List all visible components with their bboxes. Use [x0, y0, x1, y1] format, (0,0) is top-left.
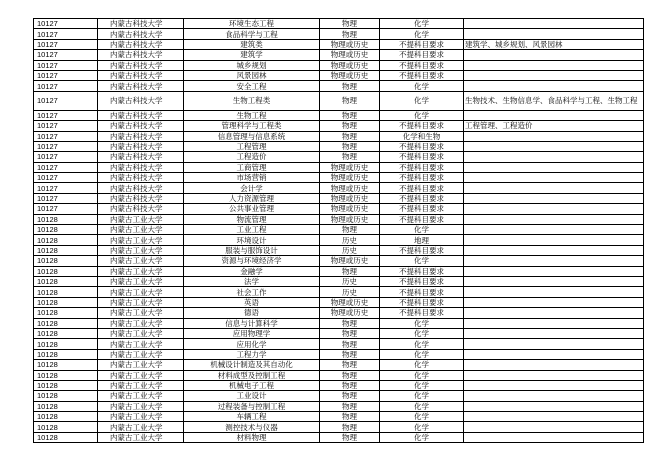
first-subject-cell: 物理	[320, 422, 380, 432]
table-row	[34, 50, 644, 60]
institution-name-cell: 内蒙古科技大学	[98, 19, 184, 29]
second-subject-cell: 化学	[380, 339, 464, 349]
second-subject-cell: 不提科目要求	[380, 60, 464, 70]
second-subject-cell: 化学	[380, 225, 464, 235]
first-subject-cell: 物理	[320, 19, 380, 29]
institution-code-cell: 10127	[34, 29, 98, 39]
major-name-cell: 市场营销	[184, 173, 320, 183]
institution-code-cell: 10128	[34, 328, 98, 338]
major-name-cell: 法学	[184, 276, 320, 286]
included-majors-cell	[464, 339, 644, 349]
institution-name-cell: 内蒙古工业大学	[98, 245, 184, 255]
major-name-cell: 工业工程	[184, 225, 320, 235]
second-subject-cell: 化学和生物	[380, 131, 464, 141]
first-subject-cell: 历史	[320, 245, 380, 255]
second-subject-cell: 地理	[380, 235, 464, 245]
institution-code-cell: 10127	[34, 81, 98, 91]
table-row	[34, 339, 644, 349]
institution-name-cell: 内蒙古工业大学	[98, 297, 184, 307]
institution-name-cell: 内蒙古科技大学	[98, 131, 184, 141]
institution-code-cell: 10127	[34, 162, 98, 172]
table-row	[34, 19, 644, 29]
first-subject-cell: 物理或历史	[320, 256, 380, 266]
first-subject-cell: 物理	[320, 349, 380, 359]
table-row	[34, 121, 644, 131]
table-row	[34, 29, 644, 39]
table-row	[34, 110, 644, 120]
major-name-cell: 生物工程	[184, 110, 320, 120]
second-subject-cell: 不提科目要求	[380, 193, 464, 203]
major-name-cell: 公共事业管理	[184, 204, 320, 214]
major-name-cell: 资源与环境经济学	[184, 256, 320, 266]
major-name-cell: 材料成型及控制工程	[184, 370, 320, 380]
included-majors-cell	[464, 60, 644, 70]
institution-code-cell: 10128	[34, 432, 98, 442]
major-name-cell: 管理科学与工程类	[184, 121, 320, 131]
institution-code-cell: 10128	[34, 276, 98, 286]
table-row	[34, 81, 644, 91]
included-majors-cell	[464, 401, 644, 411]
table-row	[34, 39, 644, 49]
table-row	[34, 349, 644, 359]
institution-code-cell: 10128	[34, 287, 98, 297]
second-subject-cell: 化学	[380, 370, 464, 380]
first-subject-cell: 物理或历史	[320, 60, 380, 70]
institution-code-cell: 10128	[34, 235, 98, 245]
second-subject-cell: 不提科目要求	[380, 70, 464, 80]
first-subject-cell: 物理	[320, 401, 380, 411]
subject-requirements-table	[33, 18, 644, 443]
institution-code-cell: 10128	[34, 308, 98, 318]
second-subject-cell: 不提科目要求	[380, 173, 464, 183]
second-subject-cell: 不提科目要求	[380, 141, 464, 151]
institution-name-cell: 内蒙古科技大学	[98, 110, 184, 120]
table-row	[34, 360, 644, 370]
included-majors-cell	[464, 81, 644, 91]
included-majors-cell	[464, 391, 644, 401]
second-subject-cell: 化学	[380, 412, 464, 422]
table-row	[34, 173, 644, 183]
major-name-cell: 会计学	[184, 183, 320, 193]
first-subject-cell: 物理或历史	[320, 183, 380, 193]
institution-name-cell: 内蒙古工业大学	[98, 380, 184, 390]
included-majors-cell	[464, 152, 644, 162]
institution-code-cell: 10128	[34, 360, 98, 370]
first-subject-cell: 历史	[320, 276, 380, 286]
institution-name-cell: 内蒙古工业大学	[98, 318, 184, 328]
second-subject-cell: 化学	[380, 422, 464, 432]
institution-name-cell: 内蒙古工业大学	[98, 422, 184, 432]
major-name-cell: 社会工作	[184, 287, 320, 297]
institution-code-cell: 10128	[34, 422, 98, 432]
table-row	[34, 287, 644, 297]
institution-code-cell: 10128	[34, 266, 98, 276]
table-row	[34, 245, 644, 255]
second-subject-cell: 化学	[380, 380, 464, 390]
table-row	[34, 162, 644, 172]
institution-code-cell: 10128	[34, 412, 98, 422]
included-majors-cell: 生物技术、生物信息学、食品科学与工程、生物工程	[464, 91, 644, 110]
institution-name-cell: 内蒙古科技大学	[98, 152, 184, 162]
table-row	[34, 318, 644, 328]
included-majors-cell	[464, 360, 644, 370]
table-row	[34, 235, 644, 245]
second-subject-cell: 化学	[380, 432, 464, 442]
institution-code-cell: 10128	[34, 245, 98, 255]
institution-code-cell: 10128	[34, 225, 98, 235]
major-name-cell: 建筑类	[184, 39, 320, 49]
second-subject-cell: 化学	[380, 349, 464, 359]
institution-name-cell: 内蒙古工业大学	[98, 328, 184, 338]
first-subject-cell: 物理	[320, 328, 380, 338]
table-row	[34, 422, 644, 432]
institution-code-cell: 10127	[34, 50, 98, 60]
included-majors-cell	[464, 141, 644, 151]
included-majors-cell	[464, 245, 644, 255]
first-subject-cell: 物理或历史	[320, 214, 380, 224]
table-row	[34, 131, 644, 141]
first-subject-cell: 历史	[320, 235, 380, 245]
major-name-cell: 机械设计制造及其自动化	[184, 360, 320, 370]
table-row	[34, 70, 644, 80]
second-subject-cell: 不提科目要求	[380, 214, 464, 224]
table-row	[34, 370, 644, 380]
institution-name-cell: 内蒙古工业大学	[98, 412, 184, 422]
first-subject-cell: 物理	[320, 91, 380, 110]
institution-name-cell: 内蒙古科技大学	[98, 183, 184, 193]
institution-code-cell: 10128	[34, 214, 98, 224]
first-subject-cell: 物理	[320, 432, 380, 442]
second-subject-cell: 化学	[380, 391, 464, 401]
first-subject-cell: 物理	[320, 131, 380, 141]
included-majors-cell	[464, 432, 644, 442]
major-name-cell: 物流管理	[184, 214, 320, 224]
included-majors-cell	[464, 214, 644, 224]
major-name-cell: 工程力学	[184, 349, 320, 359]
institution-code-cell: 10127	[34, 173, 98, 183]
second-subject-cell: 不提科目要求	[380, 287, 464, 297]
included-majors-cell	[464, 380, 644, 390]
institution-code-cell: 10127	[34, 19, 98, 29]
included-majors-cell	[464, 287, 644, 297]
first-subject-cell: 物理或历史	[320, 204, 380, 214]
institution-code-cell: 10127	[34, 121, 98, 131]
major-name-cell: 工业设计	[184, 391, 320, 401]
first-subject-cell: 物理	[320, 81, 380, 91]
included-majors-cell	[464, 297, 644, 307]
table-row	[34, 91, 644, 110]
institution-name-cell: 内蒙古科技大学	[98, 29, 184, 39]
major-name-cell: 应用化学	[184, 339, 320, 349]
included-majors-cell	[464, 308, 644, 318]
included-majors-cell	[464, 70, 644, 80]
first-subject-cell: 物理或历史	[320, 50, 380, 60]
first-subject-cell: 物理	[320, 266, 380, 276]
institution-name-cell: 内蒙古工业大学	[98, 287, 184, 297]
first-subject-cell: 物理或历史	[320, 297, 380, 307]
second-subject-cell: 不提科目要求	[380, 308, 464, 318]
major-name-cell: 英语	[184, 297, 320, 307]
included-majors-cell	[464, 162, 644, 172]
institution-code-cell: 10127	[34, 204, 98, 214]
institution-name-cell: 内蒙古工业大学	[98, 391, 184, 401]
included-majors-cell	[464, 131, 644, 141]
table-row	[34, 432, 644, 442]
first-subject-cell: 物理	[320, 152, 380, 162]
table-row	[34, 204, 644, 214]
table-row	[34, 266, 644, 276]
first-subject-cell: 物理	[320, 121, 380, 131]
institution-code-cell: 10127	[34, 183, 98, 193]
second-subject-cell: 化学	[380, 110, 464, 120]
institution-code-cell: 10128	[34, 256, 98, 266]
institution-name-cell: 内蒙古工业大学	[98, 370, 184, 380]
first-subject-cell: 物理	[320, 391, 380, 401]
included-majors-cell	[464, 173, 644, 183]
table-row	[34, 328, 644, 338]
major-name-cell: 城乡规划	[184, 60, 320, 70]
first-subject-cell: 物理	[320, 339, 380, 349]
included-majors-cell	[464, 110, 644, 120]
included-majors-cell	[464, 276, 644, 286]
first-subject-cell: 物理或历史	[320, 193, 380, 203]
second-subject-cell: 化学	[380, 328, 464, 338]
major-name-cell: 过程装备与控制工程	[184, 401, 320, 411]
institution-code-cell: 10127	[34, 193, 98, 203]
institution-name-cell: 内蒙古科技大学	[98, 141, 184, 151]
included-majors-cell	[464, 50, 644, 60]
institution-name-cell: 内蒙古工业大学	[98, 308, 184, 318]
first-subject-cell: 物理	[320, 380, 380, 390]
first-subject-cell: 物理或历史	[320, 308, 380, 318]
major-name-cell: 环境设计	[184, 235, 320, 245]
major-name-cell: 德语	[184, 308, 320, 318]
included-majors-cell	[464, 412, 644, 422]
first-subject-cell: 物理	[320, 370, 380, 380]
first-subject-cell: 物理或历史	[320, 70, 380, 80]
table-row	[34, 193, 644, 203]
included-majors-cell	[464, 193, 644, 203]
first-subject-cell: 物理或历史	[320, 162, 380, 172]
included-majors-cell	[464, 422, 644, 432]
included-majors-cell	[464, 318, 644, 328]
institution-name-cell: 内蒙古科技大学	[98, 91, 184, 110]
major-name-cell: 金融学	[184, 266, 320, 276]
included-majors-cell	[464, 328, 644, 338]
major-name-cell: 工商管理	[184, 162, 320, 172]
first-subject-cell: 物理	[320, 412, 380, 422]
first-subject-cell: 物理	[320, 110, 380, 120]
institution-name-cell: 内蒙古工业大学	[98, 401, 184, 411]
institution-code-cell: 10127	[34, 91, 98, 110]
first-subject-cell: 物理或历史	[320, 173, 380, 183]
first-subject-cell: 物理	[320, 29, 380, 39]
second-subject-cell: 不提科目要求	[380, 276, 464, 286]
table-row	[34, 60, 644, 70]
institution-name-cell: 内蒙古科技大学	[98, 204, 184, 214]
second-subject-cell: 不提科目要求	[380, 39, 464, 49]
table-body	[34, 19, 644, 443]
institution-code-cell: 10127	[34, 110, 98, 120]
major-name-cell: 工程管理	[184, 141, 320, 151]
included-majors-cell	[464, 349, 644, 359]
included-majors-cell	[464, 256, 644, 266]
major-name-cell: 车辆工程	[184, 412, 320, 422]
institution-code-cell: 10128	[34, 401, 98, 411]
first-subject-cell: 历史	[320, 287, 380, 297]
institution-name-cell: 内蒙古工业大学	[98, 256, 184, 266]
second-subject-cell: 不提科目要求	[380, 183, 464, 193]
major-name-cell: 应用物理学	[184, 328, 320, 338]
institution-code-cell: 10127	[34, 39, 98, 49]
major-name-cell: 安全工程	[184, 81, 320, 91]
included-majors-cell	[464, 183, 644, 193]
institution-code-cell: 10128	[34, 349, 98, 359]
institution-name-cell: 内蒙古科技大学	[98, 39, 184, 49]
institution-code-cell: 10127	[34, 131, 98, 141]
institution-code-cell: 10128	[34, 318, 98, 328]
first-subject-cell: 物理	[320, 225, 380, 235]
major-name-cell: 建筑学	[184, 50, 320, 60]
major-name-cell: 机械电子工程	[184, 380, 320, 390]
institution-name-cell: 内蒙古工业大学	[98, 349, 184, 359]
major-name-cell: 工程造价	[184, 152, 320, 162]
first-subject-cell: 物理	[320, 360, 380, 370]
second-subject-cell: 不提科目要求	[380, 204, 464, 214]
second-subject-cell: 化学	[380, 360, 464, 370]
second-subject-cell: 不提科目要求	[380, 297, 464, 307]
institution-name-cell: 内蒙古科技大学	[98, 193, 184, 203]
institution-code-cell: 10128	[34, 391, 98, 401]
institution-code-cell: 10127	[34, 141, 98, 151]
major-name-cell: 信息管理与信息系统	[184, 131, 320, 141]
table-row	[34, 256, 644, 266]
second-subject-cell: 化学	[380, 29, 464, 39]
table-row	[34, 380, 644, 390]
table-row	[34, 183, 644, 193]
institution-name-cell: 内蒙古工业大学	[98, 276, 184, 286]
institution-code-cell: 10127	[34, 70, 98, 80]
table-row	[34, 412, 644, 422]
first-subject-cell: 物理或历史	[320, 39, 380, 49]
second-subject-cell: 化学	[380, 318, 464, 328]
included-majors-cell: 建筑学、城乡规划、风景园林	[464, 39, 644, 49]
included-majors-cell	[464, 370, 644, 380]
institution-name-cell: 内蒙古工业大学	[98, 214, 184, 224]
institution-name-cell: 内蒙古科技大学	[98, 60, 184, 70]
table-row	[34, 276, 644, 286]
included-majors-cell	[464, 19, 644, 29]
table-row	[34, 297, 644, 307]
first-subject-cell: 物理	[320, 318, 380, 328]
second-subject-cell: 不提科目要求	[380, 245, 464, 255]
second-subject-cell: 不提科目要求	[380, 50, 464, 60]
second-subject-cell: 化学	[380, 256, 464, 266]
institution-code-cell: 10128	[34, 370, 98, 380]
table-row	[34, 225, 644, 235]
institution-name-cell: 内蒙古科技大学	[98, 50, 184, 60]
table-row	[34, 141, 644, 151]
institution-code-cell: 10127	[34, 60, 98, 70]
institution-name-cell: 内蒙古工业大学	[98, 235, 184, 245]
institution-name-cell: 内蒙古科技大学	[98, 173, 184, 183]
table-row	[34, 308, 644, 318]
table-row	[34, 214, 644, 224]
institution-name-cell: 内蒙古工业大学	[98, 266, 184, 276]
institution-code-cell: 10127	[34, 152, 98, 162]
included-majors-cell	[464, 225, 644, 235]
included-majors-cell	[464, 235, 644, 245]
institution-name-cell: 内蒙古工业大学	[98, 339, 184, 349]
included-majors-cell	[464, 204, 644, 214]
institution-name-cell: 内蒙古工业大学	[98, 432, 184, 442]
major-name-cell: 生物工程类	[184, 91, 320, 110]
institution-name-cell: 内蒙古工业大学	[98, 360, 184, 370]
included-majors-cell	[464, 29, 644, 39]
institution-name-cell: 内蒙古科技大学	[98, 121, 184, 131]
major-name-cell: 人力资源管理	[184, 193, 320, 203]
institution-name-cell: 内蒙古工业大学	[98, 225, 184, 235]
included-majors-cell	[464, 266, 644, 276]
second-subject-cell: 化学	[380, 19, 464, 29]
major-name-cell: 服装与服饰设计	[184, 245, 320, 255]
included-majors-cell: 工程管理、工程造价	[464, 121, 644, 131]
table-row	[34, 401, 644, 411]
table-row	[34, 391, 644, 401]
second-subject-cell: 不提科目要求	[380, 121, 464, 131]
institution-code-cell: 10128	[34, 380, 98, 390]
major-name-cell: 风景园林	[184, 70, 320, 80]
institution-name-cell: 内蒙古科技大学	[98, 81, 184, 91]
major-name-cell: 环境生态工程	[184, 19, 320, 29]
major-name-cell: 测控技术与仪器	[184, 422, 320, 432]
institution-name-cell: 内蒙古科技大学	[98, 70, 184, 80]
institution-code-cell: 10128	[34, 339, 98, 349]
second-subject-cell: 化学	[380, 91, 464, 110]
table-row	[34, 152, 644, 162]
second-subject-cell: 化学	[380, 81, 464, 91]
major-name-cell: 信息与计算科学	[184, 318, 320, 328]
second-subject-cell: 不提科目要求	[380, 266, 464, 276]
second-subject-cell: 化学	[380, 401, 464, 411]
second-subject-cell: 不提科目要求	[380, 162, 464, 172]
major-name-cell: 食品科学与工程	[184, 29, 320, 39]
major-name-cell: 材料物理	[184, 432, 320, 442]
institution-code-cell: 10128	[34, 297, 98, 307]
second-subject-cell: 不提科目要求	[380, 152, 464, 162]
first-subject-cell: 物理	[320, 141, 380, 151]
institution-name-cell: 内蒙古科技大学	[98, 162, 184, 172]
